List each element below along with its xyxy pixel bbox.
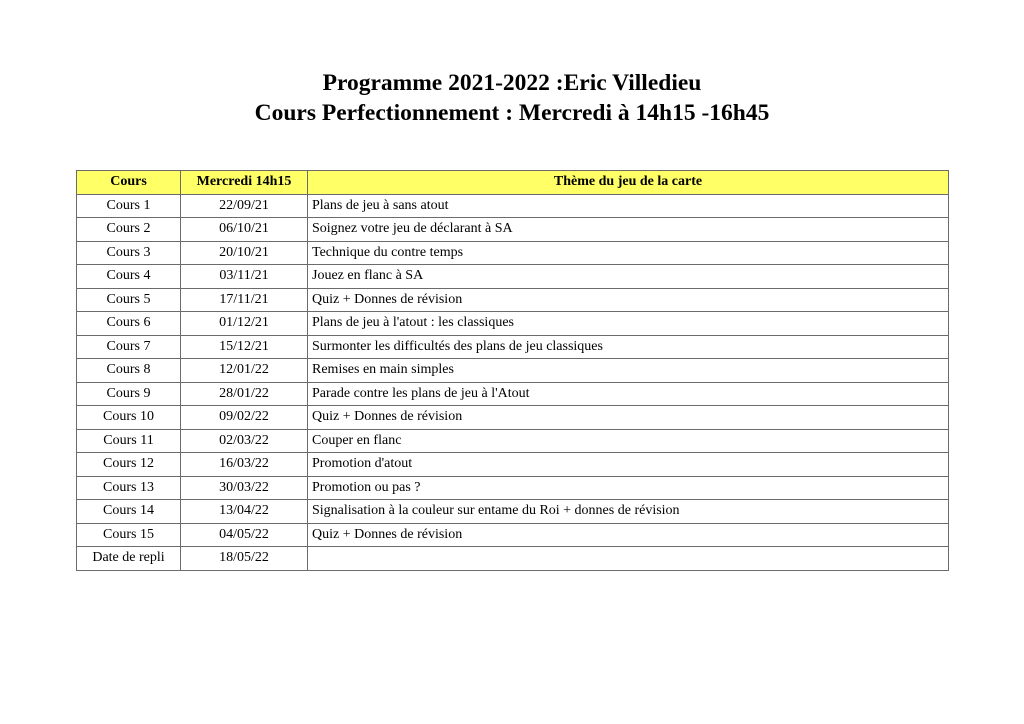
cell-cours: Cours 12 <box>77 453 181 477</box>
cell-cours: Date de repli <box>77 547 181 571</box>
cell-date: 09/02/22 <box>181 406 308 430</box>
cell-date: 06/10/21 <box>181 218 308 242</box>
cell-cours: Cours 5 <box>77 288 181 312</box>
cell-theme: Surmonter les difficultés des plans de jeu classiques <box>308 335 949 359</box>
table-body <box>77 194 949 570</box>
cell-date: 02/03/22 <box>181 429 308 453</box>
cell-date: 13/04/22 <box>181 500 308 524</box>
cell-date: 20/10/21 <box>181 241 308 265</box>
cell-cours: Cours 15 <box>77 523 181 547</box>
cell-cours: Cours 1 <box>77 194 181 218</box>
table-header-row <box>77 171 949 195</box>
cell-theme <box>308 547 949 571</box>
cell-theme: Quiz + Donnes de révision <box>308 406 949 430</box>
cell-cours: Cours 13 <box>77 476 181 500</box>
schedule-table <box>76 170 949 571</box>
table-row <box>77 476 949 500</box>
cell-theme: Remises en main simples <box>308 359 949 383</box>
cell-cours: Cours 14 <box>77 500 181 524</box>
table-row <box>77 265 949 289</box>
table-row <box>77 241 949 265</box>
cell-theme: Promotion d'atout <box>308 453 949 477</box>
table-row <box>77 218 949 242</box>
table-row <box>77 382 949 406</box>
cell-theme: Plans de jeu à sans atout <box>308 194 949 218</box>
cell-cours: Cours 8 <box>77 359 181 383</box>
table-row <box>77 547 949 571</box>
cell-cours: Cours 6 <box>77 312 181 336</box>
cell-date: 12/01/22 <box>181 359 308 383</box>
column-header-theme: Thème du jeu de la carte <box>308 171 949 195</box>
cell-date: 18/05/22 <box>181 547 308 571</box>
cell-theme: Signalisation à la couleur sur entame du Roi + donnes de révision <box>308 500 949 524</box>
cell-theme: Promotion ou pas ? <box>308 476 949 500</box>
cell-theme: Technique du contre temps <box>308 241 949 265</box>
cell-date: 15/12/21 <box>181 335 308 359</box>
table-row <box>77 288 949 312</box>
cell-date: 01/12/21 <box>181 312 308 336</box>
cell-date: 30/03/22 <box>181 476 308 500</box>
page-subtitle: Cours Perfectionnement : Mercredi à 14h15 -16h45 <box>254 100 770 126</box>
cell-theme: Quiz + Donnes de révision <box>308 523 949 547</box>
table-row <box>77 406 949 430</box>
column-header-date: Mercredi 14h15 <box>181 171 308 195</box>
table-row <box>77 312 949 336</box>
column-header-cours: Cours <box>77 171 181 195</box>
cell-date: 17/11/21 <box>181 288 308 312</box>
cell-cours: Cours 7 <box>77 335 181 359</box>
cell-date: 28/01/22 <box>181 382 308 406</box>
cell-theme: Parade contre les plans de jeu à l'Atout <box>308 382 949 406</box>
cell-cours: Cours 3 <box>77 241 181 265</box>
cell-cours: Cours 9 <box>77 382 181 406</box>
cell-theme: Soignez votre jeu de déclarant à SA <box>308 218 949 242</box>
document-header <box>0 68 1024 128</box>
cell-theme: Quiz + Donnes de révision <box>308 288 949 312</box>
cell-date: 22/09/21 <box>181 194 308 218</box>
cell-cours: Cours 10 <box>77 406 181 430</box>
table-row <box>77 194 949 218</box>
cell-theme: Jouez en flanc à SA <box>308 265 949 289</box>
table-row <box>77 453 949 477</box>
table-row <box>77 500 949 524</box>
cell-theme: Couper en flanc <box>308 429 949 453</box>
cell-date: 04/05/22 <box>181 523 308 547</box>
cell-cours: Cours 11 <box>77 429 181 453</box>
table-row <box>77 335 949 359</box>
table-row <box>77 359 949 383</box>
cell-date: 16/03/22 <box>181 453 308 477</box>
cell-cours: Cours 2 <box>77 218 181 242</box>
cell-cours: Cours 4 <box>77 265 181 289</box>
page-title: Programme 2021-2022 :Eric Villedieu <box>322 70 702 96</box>
table-row <box>77 523 949 547</box>
cell-theme: Plans de jeu à l'atout : les classiques <box>308 312 949 336</box>
cell-date: 03/11/21 <box>181 265 308 289</box>
table-row <box>77 429 949 453</box>
